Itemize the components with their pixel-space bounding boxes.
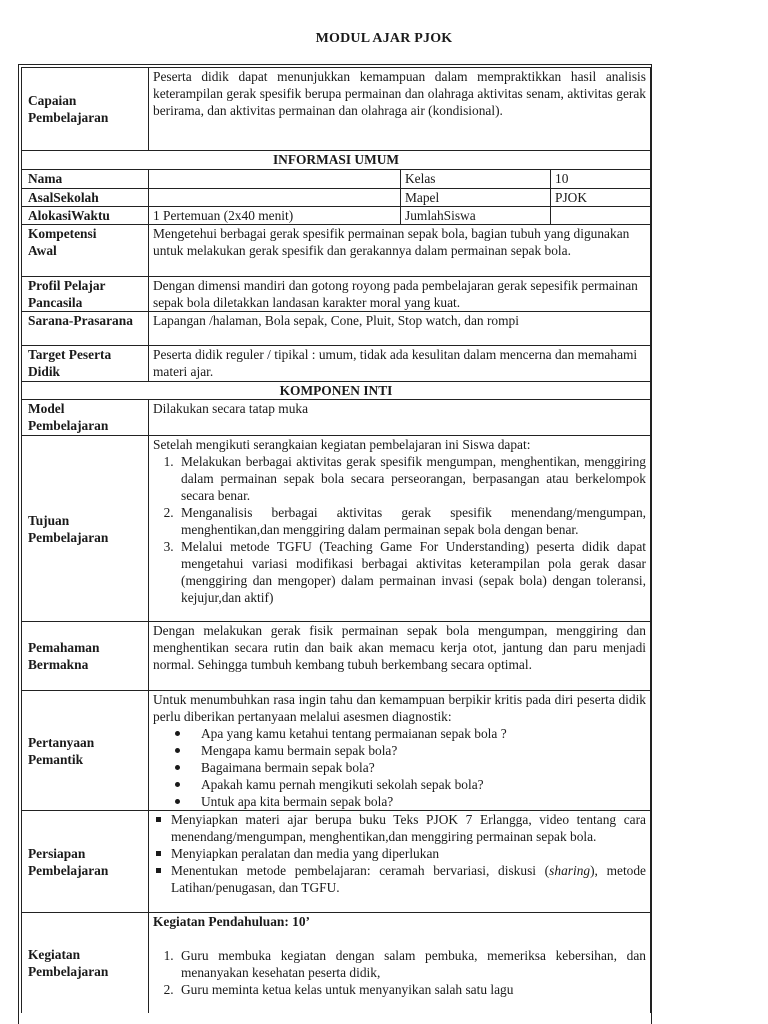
tujuan-label: Tujuan Pembelajaran [22,436,149,622]
sarana-text: Lapangan /halaman, Bola sepak, Cone, Pluit, Stop watch, dan rompi [149,312,651,346]
pemahaman-row [22,622,651,691]
target-row [22,346,651,382]
kegiatan-label: Kegiatan Pembelajaran [22,913,149,1013]
sarana-row [22,312,651,346]
tujuan-list [153,453,646,606]
list-item: Bagaimana bermain sepak bola? [201,759,646,776]
kegiatan-heading: Kegiatan Pendahuluan: 10’ [153,914,310,929]
nama-label: Nama [22,170,149,189]
pertanyaan-cell [149,691,651,811]
tujuan-intro: Setelah mengikuti serangkaian kegiatan pembelajaran ini Siswa dapat: [153,437,531,452]
tujuan-cell [149,436,651,622]
pertanyaan-label: Pertanyaan Pemantik [22,691,149,811]
section-heading-komponen: KOMPONEN INTI [22,382,651,400]
tujuan-row [22,436,651,622]
pertanyaan-list [153,725,646,810]
kegiatan-cell [149,913,651,1013]
waktu-label: AlokasiWaktu [22,207,149,225]
document-title: MODUL AJAR PJOK [315,31,453,46]
persiapan-row [22,811,651,913]
capaian-text: Peserta didik dapat menunjukkan kemampuan dalam mempraktikkan hasil analisis keterampilan gerak spesifik berupa permainan dan olahraga aktivitas senam, aktivitas gerak berirama, dan aktivitas permainan dan olahraga air (kondisional). [149,68,651,151]
waktu-row [22,207,651,225]
sekolah-label: AsalSekolah [22,189,149,207]
persiapan-label: Persiapan Pembelajaran [22,811,149,913]
kompetensi-row [22,225,651,277]
mapel-label: Mapel [401,189,551,207]
mapel-value: PJOK [551,189,651,207]
section-heading-informasi: INFORMASI UMUM [22,151,651,170]
list-item: Menyiapkan peralatan dan media yang diperlukan [171,845,646,862]
list-item: 1. Guru membuka kegiatan dengan salam pembuka, memeriksa kebersihan, dan menanyakan kesehatan peserta didik, [177,947,646,981]
pertanyaan-row [22,691,651,811]
nama-row [22,170,651,189]
profil-text: Dengan dimensi mandiri dan gotong royong pada pembelajaran gerak sepesifik permainan sepak bola diletakkan landasan karakter moral yang kuat. [149,277,651,312]
waktu-value: 1 Pertemuan (2x40 menit) [149,207,401,225]
informasi-umum-header [22,151,651,170]
kelas-value: 10 [551,170,651,189]
sarana-label: Sarana-Prasarana [22,312,149,346]
nama-value [149,170,401,189]
siswa-value [551,207,651,225]
siswa-label: JumlahSiswa [401,207,551,225]
kelas-label: Kelas [401,170,551,189]
kompetensi-text: Mengetehui berbagai gerak spesifik permainan sepak bola, bagian tubuh yang digunakan untuk melakukan gerak spesifik dan gerakannya dalam permainan sepak bola. [149,225,651,277]
lesson-module-table [21,67,651,1013]
pemahaman-text: Dengan melakukan gerak fisik permainan sepak bola mengumpan, menggiring dan menghentikan secara rutin dan baik akan memacu kerja otot, jantung dan paru menjadi normal. Sehingga tumbuh kembang tubuh berkembang secara optimal. [149,622,651,691]
list-item: Untuk apa kita bermain sepak bola? [201,793,646,810]
model-text: Dilakukan secara tatap muka [149,400,651,436]
komponen-inti-header [22,382,651,400]
kompetensi-label: Kompetensi Awal [22,225,149,277]
list-item: 3. Melalui metode TGFU (Teaching Game For Understanding) peserta didik dapat mengetahui variasi modifikasi berbagai aktivitas keterampilan pola gerak dasar (menggiring dan mengoper) dalam permainan invasi (sepak bola) dengan toleransi, kejujur,dan aktif) [177,538,646,606]
persiapan-list [153,811,646,896]
kegiatan-row [22,913,651,1013]
pertanyaan-intro: Untuk menumbuhkan rasa ingin tahu dan kemampuan berpikir kritis pada diri peserta didik perlu diberikan pertanyaan melalui asesmen diagnostik: [153,692,646,724]
list-item: Apakah kamu pernah mengikuti sekolah sepak bola? [201,776,646,793]
target-text: Peserta didik reguler / tipikal : umum, tidak ada kesulitan dalam mencerna dan memahami materi ajar. [149,346,651,382]
list-item: 1. Melakukan berbagai aktivitas gerak spesifik mengumpan, menghentikan, menggiring dalam permainan sepak bola secara perseorangan, berpasangan atau berkelompok secara benar. [177,453,646,504]
pemahaman-label: Pemahaman Bermakna [22,622,149,691]
list-item: Menentukan metode pembelajaran: ceramah bervariasi, diskusi (sharing), metode Latihan/penugasan, dan TGFU. [171,863,646,895]
persiapan-cell [149,811,651,913]
list-item: 2. Menganalisis berbagai aktivitas gerak spesifik menendang/mengumpan, menghentikan,dan menggiring dalam permainan sepak bola dengan benar. [177,504,646,538]
capaian-label: Capaian Pembelajaran [22,68,149,151]
list-item: Apa yang kamu ketahui tentang permaianan sepak bola ? [201,725,646,742]
sekolah-value [149,189,401,207]
list-item: Mengapa kamu bermain sepak bola? [201,742,646,759]
kegiatan-list [153,947,646,998]
profil-row [22,277,651,312]
target-label: Target Peserta Didik [22,346,149,382]
model-row [22,400,651,436]
capaian-row [22,68,651,151]
sekolah-row [22,189,651,207]
list-item: Menyiapkan materi ajar berupa buku Teks PJOK 7 Erlangga, video tentang cara menendang/mengumpan, menghentikan,dan menggiring permainan sepak bola. [171,812,646,844]
list-item: 2. Guru meminta ketua kelas untuk menyanyikan salah satu lagu [177,981,646,998]
model-label: Model Pembelajaran [22,400,149,436]
profil-label: Profil Pelajar Pancasila [22,277,149,312]
